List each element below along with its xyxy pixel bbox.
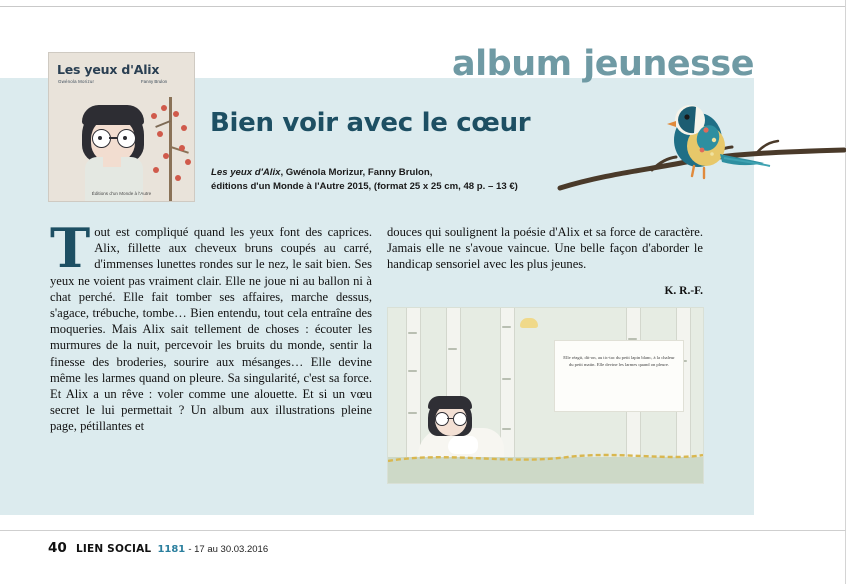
illustration-girl-fringe — [428, 396, 472, 409]
cover-girl-collar — [103, 157, 121, 167]
cover-publisher: Éditions d'un Monde à l'Autre — [91, 191, 152, 196]
book-credits — [211, 166, 541, 194]
footer-page-number: 40 — [48, 540, 67, 556]
section-kicker: album jeunesse — [452, 44, 754, 84]
footer-magazine-name: LIEN SOCIAL — [75, 543, 152, 555]
article-body-left-column — [50, 216, 372, 435]
footer-divider — [0, 530, 846, 531]
credits-book-title: Les yeux d'Alix — [211, 167, 281, 178]
footer-date: - 17 au 30.03.2016 — [188, 544, 269, 555]
illustration-rope — [388, 451, 703, 465]
illustration-note-text: Elle réagit, dit-on, au tic-tac du petit lapin blanc, à la chaleur du petit matin. Elle devine les larmes quand on pleure. — [563, 355, 675, 367]
cover-girl-fringe — [82, 105, 144, 125]
interior-illustration — [387, 307, 704, 484]
cover-eye-left — [98, 136, 102, 140]
article-body-right-column — [387, 224, 703, 273]
cover-tree-branch — [149, 97, 193, 201]
right-column-text: douces qui soulignent la poésie d'Alix et sa force de caractère. Jamais elle ne s'avoue vaincue. Une belle façon d'aborder le handicap sensoriel avec les plus jeunes. — [387, 225, 703, 272]
author-signature: K. R.-F. — [664, 285, 703, 297]
bird-on-branch-svg — [556, 100, 846, 218]
cover-author-left: Gwénola Morizur — [58, 79, 95, 84]
credits-authors: , Gwénola Morizur, Fanny Brulon, — [280, 167, 433, 178]
illustration-note-card — [554, 340, 684, 412]
left-column-text: out est compliqué quand les yeux font des caprices. Alix, fillette aux cheveux bruns coupés au carré, d'immenses lunettes rondes sur le nez, le sait bien. Ses yeux ne voient pas vraiment clair. Elle ne joue ni au ballon ni à chat perché. Elle fait tomber ses affaires, marche dessus, s'agace, trébuche, tombe… Bien entendu, tout cela entraîne des moqueries. Mais Alix sait tellement de choses : écouter les murmures de la nuit, percevoir les bruits du monde, sentir la finesse des broderies, sourire aux mésanges… Elle devine même les larmes quand on pleure. Sa singularité, c'est sa force. Et Alix a un rêve : voler comme une alouette. Et si un vœu secret le lui permettait ? Un album aux illustrations pleine page, pétillantes et — [50, 225, 372, 434]
top-divider — [0, 6, 846, 7]
drop-cap: T — [50, 216, 91, 280]
credits-publisher-line: éditions d'un Monde à l'Autre 2015, (format 25 x 25 cm, 48 p. – 13 €) — [211, 181, 518, 192]
footer-issue-number: 1181 — [157, 544, 186, 555]
cover-author-right: Fanny Brulon — [141, 79, 168, 84]
page-footer — [48, 540, 268, 556]
illustration-glasses-right — [453, 412, 467, 426]
cover-title: Les yeux d'Alix — [57, 62, 160, 77]
book-cover-image — [48, 52, 195, 202]
hanging-lamp — [520, 318, 538, 328]
illustration-glasses-bridge — [447, 418, 453, 419]
bird-illustration — [556, 100, 846, 218]
article-title: Bien voir avec le cœur — [210, 108, 531, 138]
cover-eye-right — [123, 136, 127, 140]
cover-glasses-bridge — [109, 137, 117, 139]
